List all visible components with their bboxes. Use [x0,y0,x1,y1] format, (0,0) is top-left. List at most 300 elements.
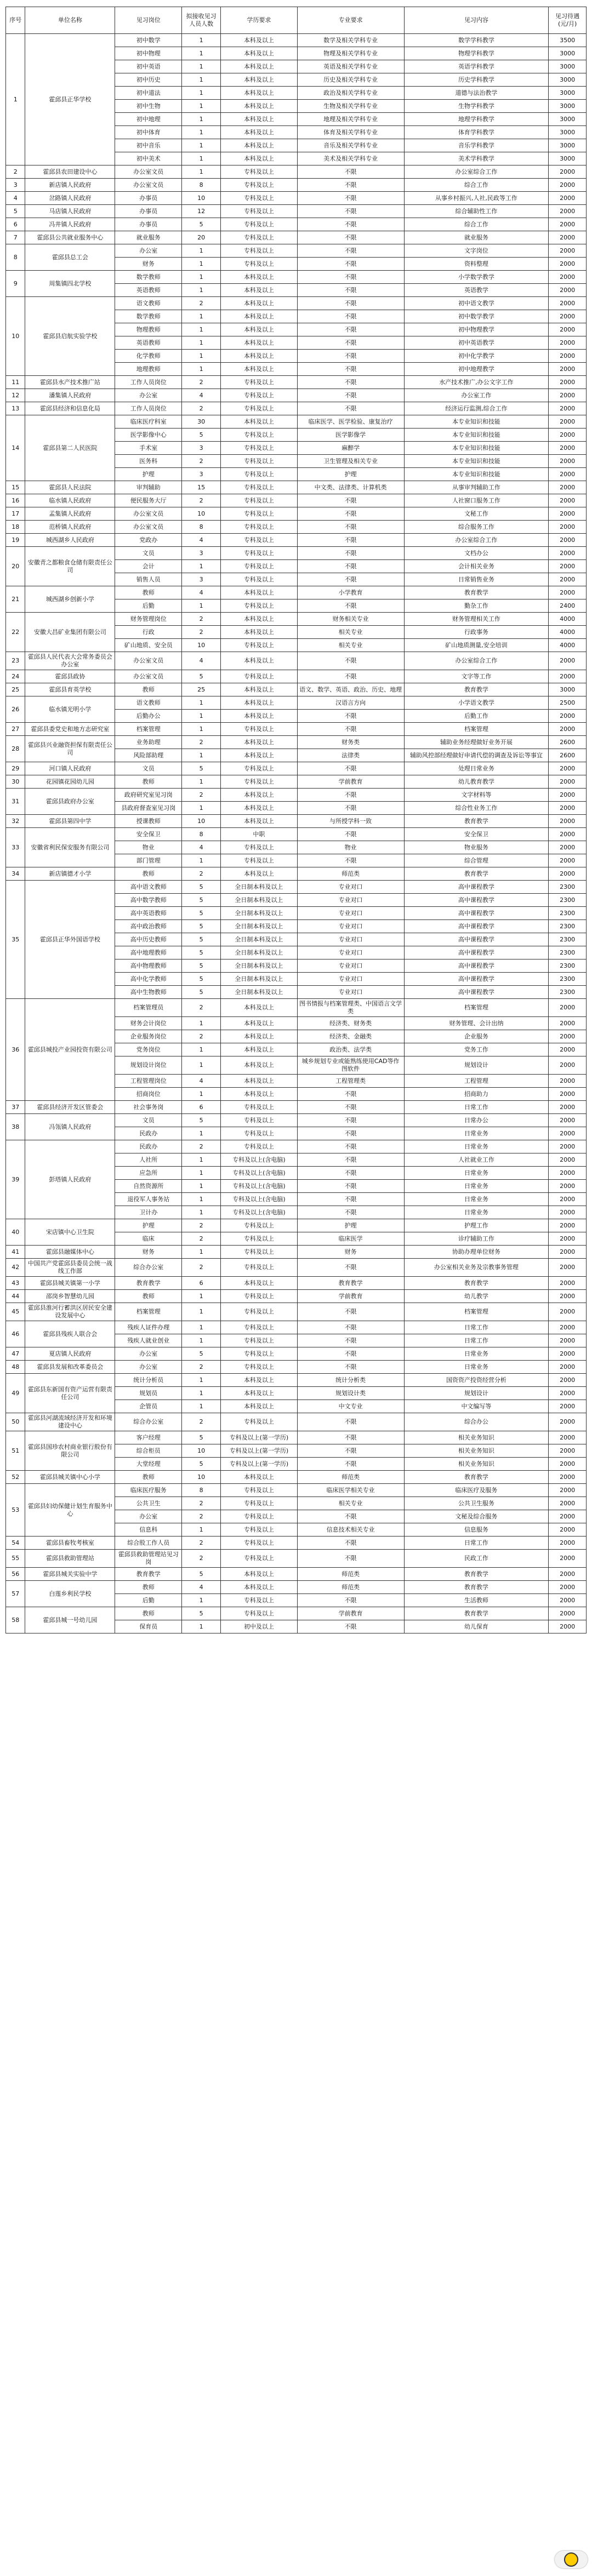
cell-count: 5 [182,1114,221,1127]
watermark-logo [555,2551,588,2568]
cell-major: 不限 [297,1303,404,1321]
cell-index: 18 [6,521,25,534]
cell-education: 本科及以上 [221,323,298,336]
cell-content: 文字材料等 [404,789,549,802]
cell-major: 师范类 [297,1568,404,1581]
cell-education: 专科及以上 [221,534,298,547]
cell-unit: 孟集镇人民政府 [25,507,115,521]
cell-salary: 2000 [549,1334,587,1347]
cell-major: 师范类 [297,1471,404,1484]
cell-count: 2 [182,1219,221,1232]
cell-unit: 新店镇人民政府 [25,179,115,192]
cell-education: 专科及以上 [221,1246,298,1259]
cell-count: 2 [182,376,221,389]
cell-education: 本科及以上 [221,802,298,815]
cell-position: 办公室 [115,1510,182,1523]
cell-position: 临床医疗科室 [115,415,182,429]
cell-unit: 霍邱县第二人民医院 [25,415,115,481]
table-body [6,34,587,1633]
cell-content: 体育学科教学 [404,126,549,139]
cell-content: 综合辅助性工作 [404,205,549,218]
table-row [6,1114,587,1127]
cell-major: 不限 [297,723,404,736]
cell-salary: 2000 [549,1413,587,1431]
cell-salary: 3500 [549,34,587,47]
cell-education: 本科及以上 [221,415,298,429]
cell-salary: 3000 [549,113,587,126]
cell-unit: 霍邱县东新国有资产运营有限责任公司 [25,1374,115,1413]
cell-content: 小学语文教学 [404,696,549,710]
cell-salary: 2000 [549,1523,587,1537]
cell-salary: 2000 [549,218,587,231]
cell-content: 后勤工作 [404,710,549,723]
table-row [6,547,587,560]
cell-count: 4 [182,652,221,670]
cell-index: 49 [6,1374,25,1413]
cell-count: 6 [182,1277,221,1290]
table-header-row [6,7,587,34]
cell-count: 8 [182,521,221,534]
cell-count: 10 [182,815,221,828]
cell-count: 1 [182,244,221,258]
cell-content: 日常工作 [404,1537,549,1550]
cell-index: 9 [6,271,25,297]
cell-education: 本科及以上 [221,60,298,73]
cell-position: 教师 [115,775,182,789]
cell-unit: 霍邱县正华学校 [25,34,115,165]
cell-education: 本科及以上 [221,1400,298,1413]
cell-position: 初中英语 [115,60,182,73]
cell-education: 专科及以上(含电脑) [221,1193,298,1206]
cell-index: 44 [6,1290,25,1303]
cell-count: 4 [182,1075,221,1088]
cell-position: 数学教师 [115,271,182,284]
cell-education: 专科及以上 [221,547,298,560]
cell-major: 不限 [297,165,404,179]
cell-index: 19 [6,534,25,547]
cell-salary: 2000 [549,867,587,881]
cell-major: 工程管理类 [297,1075,404,1088]
cell-position: 残疾人证件办理 [115,1321,182,1334]
cell-position: 财务会计岗位 [115,1017,182,1030]
cell-count: 5 [182,946,221,959]
header-count: 拟接收见习人员人数 [182,7,221,34]
cell-salary: 2000 [549,192,587,205]
table-row [6,218,587,231]
header-education: 学历要求 [221,7,298,34]
cell-count: 5 [182,1431,221,1444]
cell-salary: 2000 [549,1290,587,1303]
cell-salary: 4000 [549,626,587,639]
cell-count: 10 [182,1471,221,1484]
cell-position: 数学教师 [115,310,182,323]
cell-education: 专科及以上 [221,218,298,231]
cell-education: 专科及以上 [221,1497,298,1510]
cell-salary: 2000 [549,442,587,455]
cell-education: 专科及以上 [221,599,298,613]
cell-education: 本科及以上 [221,47,298,60]
cell-salary: 2000 [549,1303,587,1321]
cell-count: 1 [182,1374,221,1387]
cell-education: 本科及以上 [221,310,298,323]
cell-index: 33 [6,828,25,867]
cell-salary: 2000 [549,1497,587,1510]
cell-index: 14 [6,415,25,481]
cell-content: 民政工作 [404,1550,549,1568]
header-salary: 见习待遇(元/月) [549,7,587,34]
cell-position: 财务 [115,1246,182,1259]
cell-major: 不限 [297,389,404,402]
cell-position: 应急所 [115,1167,182,1180]
cell-content: 综合工作 [404,179,549,192]
table-row [6,521,587,534]
cell-major: 不限 [297,297,404,310]
cell-content: 教育教学 [404,1568,549,1581]
cell-salary: 3000 [549,100,587,113]
cell-count: 6 [182,1101,221,1114]
cell-salary: 3000 [549,73,587,87]
cell-salary: 2000 [549,815,587,828]
cell-major: 不限 [297,218,404,231]
cell-education: 本科及以上 [221,363,298,376]
cell-content: 教育教学 [404,815,549,828]
cell-major: 不限 [297,310,404,323]
cell-education: 专科及以上 [221,165,298,179]
cell-salary: 2000 [549,1431,587,1444]
cell-unit: 霍邱县城关镇第一小学 [25,1277,115,1290]
cell-education: 专科及以上 [221,494,298,507]
cell-count: 8 [182,1484,221,1497]
cell-major: 不限 [297,1127,404,1140]
cell-index: 1 [6,34,25,165]
cell-salary: 2000 [549,429,587,442]
cell-education: 本科及以上 [221,1056,298,1075]
cell-major: 不限 [297,710,404,723]
cell-education: 本科及以上 [221,87,298,100]
cell-education: 专科及以上(含电脑) [221,1206,298,1219]
cell-education: 本科及以上 [221,336,298,350]
cell-position: 统计分析员 [115,1374,182,1387]
cell-content: 就业服务 [404,231,549,244]
cell-content: 财务管理、会计出纳 [404,1017,549,1030]
cell-position: 民政办 [115,1140,182,1153]
cell-salary: 2300 [549,986,587,999]
cell-count: 8 [182,179,221,192]
cell-content: 资料整理 [404,258,549,271]
cell-position: 人社所 [115,1153,182,1167]
cell-position: 企管员 [115,1400,182,1413]
cell-content: 勤杂工作 [404,599,549,613]
cell-count: 1 [182,1180,221,1193]
cell-count: 1 [182,284,221,297]
cell-position: 办公室 [115,1347,182,1361]
cell-position: 物业 [115,841,182,854]
cell-position: 办公室文员 [115,521,182,534]
cell-count: 1 [182,1290,221,1303]
cell-position: 教师 [115,1607,182,1620]
cell-count: 5 [182,933,221,946]
cell-major: 专业对口 [297,881,404,894]
cell-education: 本科及以上 [221,613,298,626]
cell-position: 部门管理 [115,854,182,867]
cell-count: 1 [182,1620,221,1633]
cell-count: 1 [182,1321,221,1334]
cell-position: 综合柜员 [115,1444,182,1458]
cell-education: 专科及以上(含电脑) [221,1153,298,1167]
cell-salary: 2000 [549,652,587,670]
cell-education: 专科及以上 [221,1140,298,1153]
cell-unit: 夏店镇人民政府 [25,1347,115,1361]
cell-position: 高中生物教师 [115,986,182,999]
cell-salary: 2000 [549,494,587,507]
cell-unit: 新店镇德才小学 [25,867,115,881]
table-row [6,165,587,179]
cell-salary: 2000 [549,789,587,802]
cell-unit: 霍邱县发展和改革委员会 [25,1361,115,1374]
cell-count: 1 [182,60,221,73]
cell-position: 综合办公室 [115,1413,182,1431]
cell-count: 5 [182,429,221,442]
cell-major: 地理及相关学科专业 [297,113,404,126]
cell-position: 教师 [115,1471,182,1484]
cell-unit: 霍邱县政府办公室 [25,789,115,815]
cell-index: 13 [6,402,25,415]
cell-count: 1 [182,100,221,113]
cell-count: 5 [182,920,221,933]
cell-index: 24 [6,670,25,683]
cell-position: 销售人员 [115,573,182,586]
cell-major: 财务类 [297,736,404,749]
cell-education: 专科及以上 [221,179,298,192]
cell-education: 专科及以上 [221,244,298,258]
cell-education: 本科及以上 [221,139,298,152]
cell-salary: 2000 [549,762,587,775]
table-row [6,244,587,258]
cell-count: 2 [182,1259,221,1277]
cell-unit: 霍邱县育英学校 [25,683,115,696]
cell-index: 47 [6,1347,25,1361]
cell-count: 3 [182,442,221,455]
table-row [6,297,587,310]
cell-major: 专业对口 [297,986,404,999]
cell-salary: 2000 [549,828,587,841]
cell-major: 临床医学相关专业 [297,1484,404,1497]
cell-education: 全日制本科及以上 [221,920,298,933]
cell-salary: 2000 [549,1180,587,1193]
cell-position: 英语教师 [115,336,182,350]
cell-count: 2 [182,1550,221,1568]
cell-content: 文秘及综合服务 [404,1510,549,1523]
cell-major: 卫生管理及相关专业 [297,455,404,468]
cell-salary: 2000 [549,376,587,389]
cell-major: 不限 [297,402,404,415]
table-row [6,376,587,389]
cell-education: 专科及以上 [221,1537,298,1550]
table-row [6,999,587,1017]
cell-major: 物业 [297,841,404,854]
cell-content: 办公室工作 [404,389,549,402]
logo-icon [564,2552,578,2567]
cell-count: 5 [182,973,221,986]
cell-position: 医学影像中心 [115,429,182,442]
cell-major: 教育教学 [297,1277,404,1290]
cell-education: 初中及以上 [221,1620,298,1633]
cell-unit: 霍邱县启航实验学校 [25,297,115,376]
cell-education: 专科及以上 [221,205,298,218]
cell-position: 教育教学 [115,1568,182,1581]
cell-education: 专科及以上 [221,442,298,455]
cell-position: 文员 [115,762,182,775]
table-row [6,34,587,47]
cell-count: 1 [182,1153,221,1167]
cell-index: 56 [6,1568,25,1581]
cell-unit: 邵岗乡智慧幼儿园 [25,1290,115,1303]
cell-content: 英语学科教学 [404,60,549,73]
cell-unit: 霍邱县农田建设中心 [25,165,115,179]
cell-content: 初中数学教学 [404,310,549,323]
table-row [6,789,587,802]
cell-index: 48 [6,1361,25,1374]
table-row [6,1413,587,1431]
cell-count: 2 [182,999,221,1017]
cell-position: 授课教师 [115,815,182,828]
table-row [6,507,587,521]
cell-salary: 2000 [549,1550,587,1568]
cell-position: 初中音乐 [115,139,182,152]
cell-position: 护理 [115,1219,182,1232]
cell-major: 不限 [297,205,404,218]
cell-salary: 2300 [549,946,587,959]
cell-content: 教育教学 [404,1471,549,1484]
cell-major: 不限 [297,284,404,297]
cell-salary: 2000 [549,455,587,468]
cell-education: 专科及以上(第一学历) [221,1458,298,1471]
cell-salary: 3000 [549,47,587,60]
cell-count: 2 [182,455,221,468]
cell-count: 10 [182,192,221,205]
cell-content: 人社就业工作 [404,1153,549,1167]
cell-count: 1 [182,723,221,736]
table-row [6,815,587,828]
cell-education: 专科及以上 [221,1290,298,1303]
cell-salary: 2000 [549,179,587,192]
cell-index: 52 [6,1471,25,1484]
table-row [6,1101,587,1114]
cell-content: 幼儿教育教学 [404,775,549,789]
cell-position: 工作人员岗位 [115,376,182,389]
cell-content: 日常工作 [404,1101,549,1114]
cell-content: 高中课程教学 [404,973,549,986]
cell-content: 初中语文教学 [404,297,549,310]
cell-unit: 安徽省利民保安服务有限公司 [25,828,115,867]
cell-major: 不限 [297,828,404,841]
cell-count: 10 [182,1444,221,1458]
cell-count: 1 [182,1246,221,1259]
cell-salary: 2000 [549,389,587,402]
table-row [6,389,587,402]
cell-content: 综合服务工作 [404,521,549,534]
cell-position: 矿山地质、安全员 [115,639,182,652]
cell-count: 1 [182,323,221,336]
cell-position: 退役军人事务站 [115,1193,182,1206]
cell-position: 工作人员岗位 [115,402,182,415]
cell-position: 财务 [115,258,182,271]
cell-position: 档案管理 [115,723,182,736]
cell-position: 公共卫生 [115,1497,182,1510]
table-row [6,1277,587,1290]
cell-content: 信息服务 [404,1523,549,1537]
cell-education: 全日制本科及以上 [221,973,298,986]
cell-education: 专科及以上 [221,560,298,573]
cell-salary: 4000 [549,613,587,626]
cell-salary: 2000 [549,507,587,521]
cell-content: 高中课程教学 [404,946,549,959]
cell-education: 专科及以上 [221,376,298,389]
table-row [6,828,587,841]
cell-major: 不限 [297,762,404,775]
cell-major: 相关专业 [297,1497,404,1510]
cell-position: 办公室文员 [115,652,182,670]
cell-content: 辅助业务经理做好业务开展 [404,736,549,749]
cell-salary: 2000 [549,468,587,481]
cell-content: 从事审判辅助工作 [404,481,549,494]
cell-position: 档案管理 [115,1303,182,1321]
cell-education: 专科及以上 [221,1321,298,1334]
cell-count: 1 [182,34,221,47]
cell-education: 本科及以上 [221,271,298,284]
cell-major: 专业对口 [297,907,404,920]
cell-position: 医务科 [115,455,182,468]
cell-count: 2 [182,1497,221,1510]
cell-position: 初中美术 [115,152,182,165]
cell-salary: 2000 [549,1232,587,1246]
cell-major: 不限 [297,1444,404,1458]
cell-major: 不限 [297,1361,404,1374]
cell-content: 处理日常业务 [404,762,549,775]
cell-content: 高中课程教学 [404,894,549,907]
cell-content: 档案管理 [404,1303,549,1321]
cell-major: 护理 [297,468,404,481]
cell-salary: 2300 [549,959,587,973]
cell-education: 本科及以上 [221,113,298,126]
cell-education: 全日制本科及以上 [221,894,298,907]
cell-major: 政治及相关学科专业 [297,87,404,100]
cell-major: 不限 [297,271,404,284]
cell-major: 不限 [297,1180,404,1193]
cell-education: 本科及以上 [221,710,298,723]
cell-salary: 2000 [549,586,587,599]
cell-education: 本科及以上 [221,815,298,828]
cell-major: 中文专业 [297,1400,404,1413]
cell-index: 41 [6,1246,25,1259]
cell-position: 县政府督查室见习岗 [115,802,182,815]
cell-salary: 2000 [549,271,587,284]
cell-unit: 冯井镇人民政府 [25,218,115,231]
cell-major: 不限 [297,507,404,521]
cell-salary: 2000 [549,165,587,179]
cell-index: 35 [6,881,25,999]
cell-unit: 花园镇花园幼儿园 [25,775,115,789]
cell-content: 地理学科教学 [404,113,549,126]
cell-salary: 2000 [549,1594,587,1607]
cell-salary: 2300 [549,920,587,933]
cell-position: 初中体育 [115,126,182,139]
cell-major: 音乐及相关学科专业 [297,139,404,152]
cell-unit: 冯瓴镇人民政府 [25,1114,115,1140]
table-row [6,696,587,710]
cell-salary: 2000 [549,854,587,867]
cell-count: 8 [182,828,221,841]
